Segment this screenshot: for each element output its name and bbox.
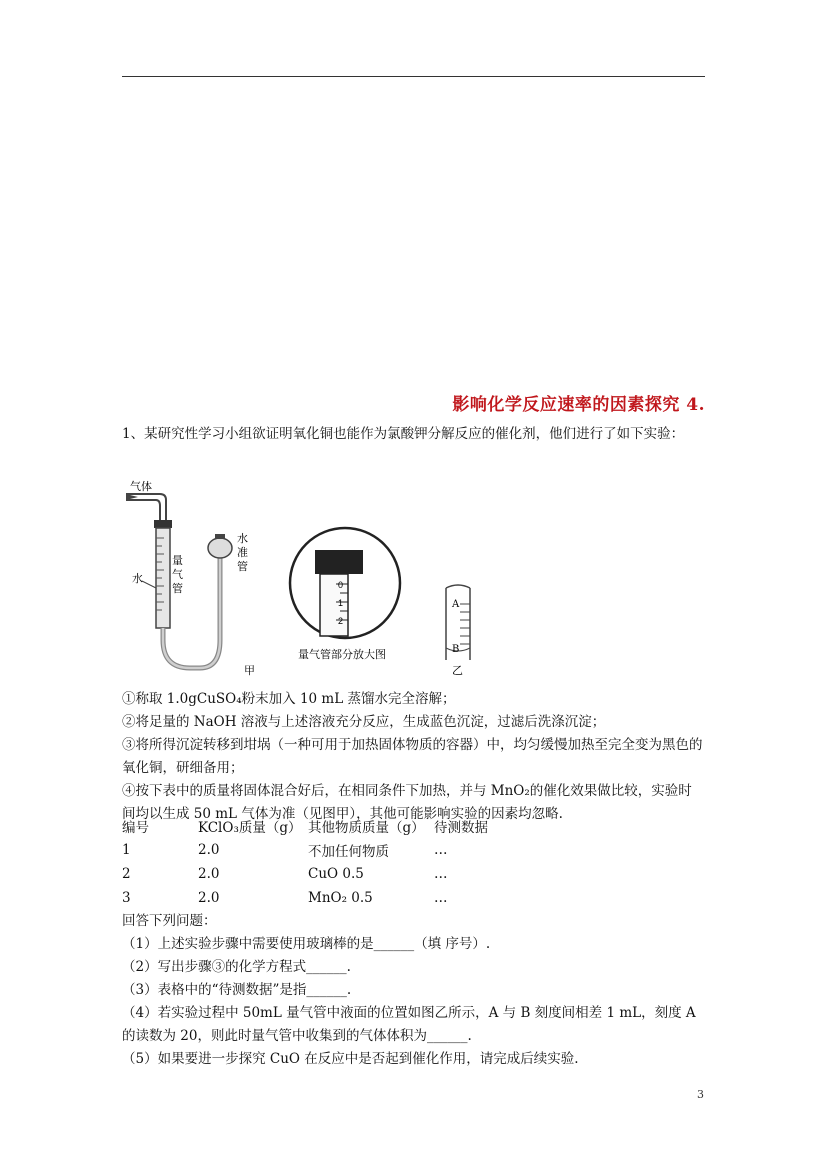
question-4: （4）若实验过程中 50mL 量气管中液面的位置如图乙所示，A 与 B 刻度间相差 1 mL，刻度 A 的读数为 20，则此时量气管中收集到的气体体积为______. xyxy=(122,1005,696,1044)
table-header: 待测数据 xyxy=(434,820,488,836)
mark-b: B xyxy=(452,644,460,655)
water-label: 水 xyxy=(132,573,143,585)
step-2: ②将足量的 NaOH 溶液与上述溶液充分反应，生成蓝色沉淀，过滤后洗涤沉淀； xyxy=(122,714,606,730)
table-row xyxy=(122,838,514,862)
table-row xyxy=(122,886,514,910)
table-cell: 2.0 xyxy=(198,842,220,858)
table-cell: 不加任何物质 xyxy=(308,844,389,860)
question-5: （5）如果要进一步探究 CuO 在反应中是否起到催化作用，请完成后续实验. xyxy=(122,1051,579,1067)
question-3: （3）表格中的“待测数据”是指______. xyxy=(122,982,352,998)
table-cell: 2.0 xyxy=(198,866,220,882)
stopper xyxy=(154,520,172,528)
question-2: （2）写出步骤③的化学方程式______. xyxy=(122,959,351,975)
table-cell: … xyxy=(434,890,448,906)
scale-1: 1 xyxy=(338,598,344,608)
table-cell: MnO₂ 0.5 xyxy=(308,890,373,906)
page-title: 影响化学反应速率的因素探究 4. xyxy=(452,395,705,415)
table-cell: 1 xyxy=(122,842,131,858)
table-cell: 2.0 xyxy=(198,890,220,906)
enlarged-caption: 量气管部分放大图 xyxy=(298,649,386,661)
page-number: 3 xyxy=(697,1088,704,1101)
table-cell: … xyxy=(434,866,448,882)
table-cell: CuO 0.5 xyxy=(308,866,364,882)
mark-a: A xyxy=(452,599,460,610)
figure-yi-label: 乙 xyxy=(452,665,463,677)
step-1: ①称取 1.0gCuSO₄粉末加入 10 mL 蒸馏水完全溶解； xyxy=(122,691,456,707)
table-cell: 3 xyxy=(122,890,131,906)
scale-0: 0 xyxy=(338,580,344,590)
gas-label: 气体 xyxy=(130,481,152,493)
apparatus-figure xyxy=(120,478,500,678)
table-cell: … xyxy=(434,842,448,858)
burette-label: 量气管 xyxy=(172,555,183,595)
table-cell: 2 xyxy=(122,866,131,882)
scale-2: 2 xyxy=(338,616,344,626)
data-table xyxy=(122,814,514,910)
magnified-stopper xyxy=(315,550,363,574)
table-header: 编号 xyxy=(122,820,149,836)
question-1: （1）上述实验步骤中需要使用玻璃棒的是______（填 序号）. xyxy=(122,936,491,952)
header-rule xyxy=(122,76,705,77)
leveling-label: 水准管 xyxy=(237,533,248,573)
step-4: ④按下表中的质量将固体混合好后，在相同条件下加热，并与 MnO₂的催化效果做比较，实验时间均以生成 50 mL 气体为准（见图甲），其他可能影响实验的因素均忽略. xyxy=(122,783,692,822)
answer-intro: 回答下列问题： xyxy=(122,913,217,929)
table-header-row xyxy=(122,814,514,838)
table-header: 其他物质质量（g） xyxy=(308,820,425,836)
table-header: KClO₃质量（g） xyxy=(198,820,302,836)
table-row xyxy=(122,862,514,886)
figure-jia-label: 甲 xyxy=(244,665,255,677)
leveling-bulb xyxy=(208,538,232,558)
step-3: ③将所得沉淀转移到坩埚（一种可用于加热固体物质的容器）中，均匀缓慢加热至完全变为黑色的氧化铜，研细备用； xyxy=(122,737,703,776)
question-intro: 1、某研究性学习小组欲证明氧化铜也能作为氯酸钾分解反应的催化剂，他们进行了如下实验： xyxy=(122,426,685,442)
